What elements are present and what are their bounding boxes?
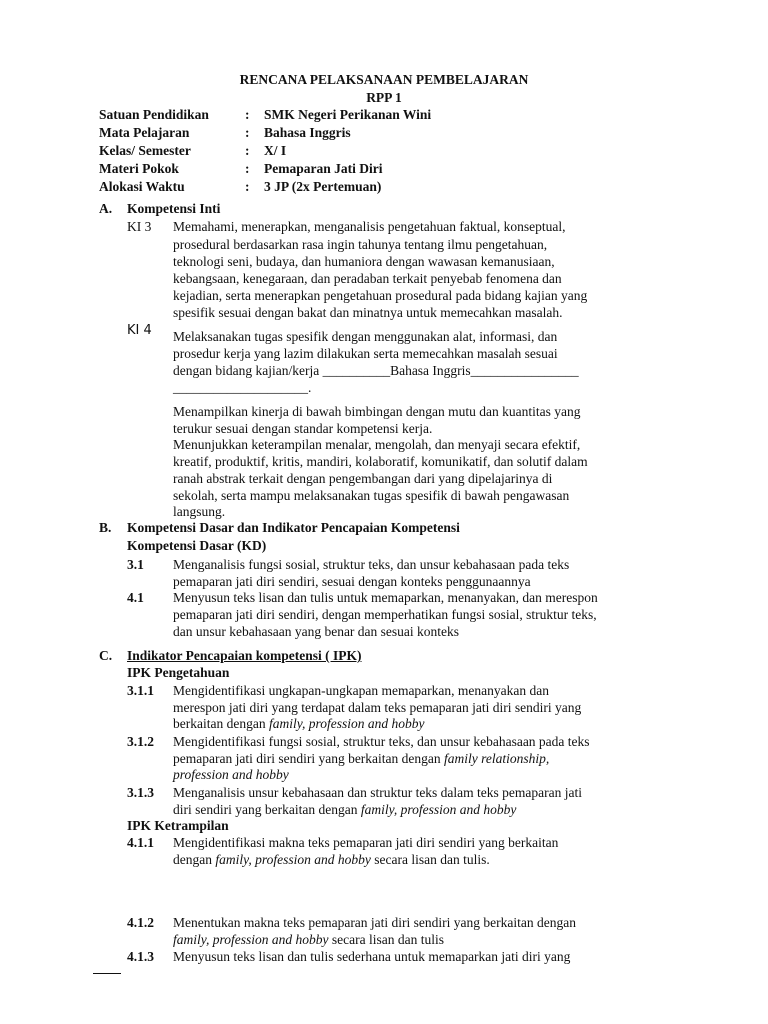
ipk-text: secara lisan dan tulis. [370,852,490,867]
ki4-more-line: kreatif, produktif, kritis, mandiri, kolaboratif, komunikatif, dan solutif dalam [173,454,588,469]
ipk-text: berkaitan dengan [173,716,269,731]
ki4-line: prosedur kerja yang lazim dilakukan serta memecahkan masalah sesuai [173,346,558,361]
identity-value: Bahasa Inggris [264,125,351,140]
ipk-line: Mengidentifikasi makna teks pemaparan jati diri sendiri yang berkaitan [173,835,559,850]
ipk-text: diri sendiri yang berkaitan dengan [173,802,361,817]
ki3-line: prosedural berdasarkan rasa ingin tahunya tentang ilmu pengetahuan, [173,237,548,252]
ipk-text: secara lisan dan tulis [328,932,444,947]
kd-line: pemaparan jati diri sendiri, dengan memperhatikan fungsi sosial, struktur teks, [173,607,597,622]
ipk-italic-text: family, profession and hobby [215,852,371,867]
kd-line: pemaparan jati diri sendiri, sesuai dengan konteks penggunaannya [173,574,531,589]
ipk-ketrampilan-heading: IPK Ketrampilan [127,818,229,833]
ipk-line: merespon jati diri yang terdapat dalam teks pemaparan jati diri sendiri yang [173,700,582,715]
ipk-line [173,851,490,869]
ipk-line: Mengidentifikasi fungsi sosial, struktur teks, dan unsur kebahasaan pada teks [173,734,590,749]
identity-value: SMK Negeri Perikanan Wini [264,107,432,122]
ipk-number: 3.1.1 [127,683,154,698]
ki4-line: Melaksanakan tugas spesifik dengan menggunakan alat, informasi, dan [173,329,558,344]
identity-label: Kelas/ Semester [99,143,191,158]
ki3-line: kejadian, serta menerapkan pengetahuan prosedural pada bidang kajian yang [173,288,588,303]
kd-number: 3.1 [127,557,144,572]
ki4-more-line: Menunjukkan keterampilan menalar, mengolah, dan menyaji secara efektif, [173,437,581,452]
identity-label: Mata Pelajaran [99,125,190,140]
kd-number: 4.1 [127,590,144,605]
identity-separator: : [245,107,250,122]
kd-line: Menganalisis fungsi sosial, struktur teks, dan unsur kebahasaan pada teks [173,557,570,572]
ki4-line: ____________________. [173,380,312,395]
identity-separator: : [245,143,250,158]
section-b-letter: B. [99,520,112,535]
ipk-italic-text: family, profession and hobby [173,932,329,947]
ipk-number: 3.1.3 [127,785,154,800]
ki3-line: kebangsaan, kenegaraan, dan peradaban terkait penyebab fenomena dan [173,271,562,286]
identity-separator: : [245,161,250,176]
section-c-letter: C. [99,648,113,663]
ipk-line: Menyusun teks lisan dan tulis sederhana untuk memaparkan jati diri yang [173,949,571,964]
ki4-more-line: Menampilkan kinerja di bawah bimbingan dengan mutu dan kuantitas yang [173,404,581,419]
section-a-heading: Kompetensi Inti [127,201,221,216]
ipk-number: 4.1.2 [127,915,154,930]
kd-line: dan unsur kebahasaan yang benar dan sesuai konteks [173,624,460,639]
ki4-label: KI 4 [127,323,152,338]
ki4-line: dengan bidang kajian/kerja __________Bahasa Inggris________________ [173,363,579,378]
ki4-more-line: ranah abstrak terkait dengan pengembangan dari yang dipelajarinya di [173,471,553,486]
ipk-italic-text: family relationship, [444,751,550,766]
ipk-number: 4.1.3 [127,949,154,964]
ki4-more-line: sekolah, serta mampu melaksanakan tugas spesifik di bawah pengawasan [173,488,570,503]
identity-value: Pemaparan Jati Diri [264,161,383,176]
identity-separator: : [245,125,250,140]
section-b-heading: Kompetensi Dasar dan Indikator Pencapaian Kompetensi [127,520,460,535]
identity-separator: : [245,179,250,194]
ipk-pengetahuan-heading: IPK Pengetahuan [127,665,230,680]
identity-value: X/ I [264,143,287,158]
identity-label: Materi Pokok [99,161,179,176]
ipk-number: 3.1.2 [127,734,154,749]
ki4-more-line: langsung. [173,504,226,519]
ipk-line: profession and hobby [173,767,289,782]
ki3-line: teknologi seni, budaya, dan humaniora dengan wawasan kemanusiaan, [173,254,555,269]
section-c-heading: Indikator Pencapaian kompetensi ( IPK) [127,648,362,663]
identity-label: Alokasi Waktu [99,179,185,194]
ki3-line: Memahami, menerapkan, menganalisis pengetahuan faktual, konseptual, [173,219,566,234]
kd-line: Menyusun teks lisan dan tulis untuk memaparkan, menanyakan, dan merespon [173,590,598,605]
ipk-line: Mengidentifikasi ungkapan-ungkapan memaparkan, menanyakan dan [173,683,549,698]
ipk-line: Menentukan makna teks pemaparan jati diri sendiri yang berkaitan dengan [173,915,576,930]
ipk-text: pemaparan jati diri sendiri yang berkaitan dengan [173,751,445,766]
ipk-line: Menganalisis unsur kebahasaan dan struktur teks dalam teks pemaparan jati [173,785,583,800]
ki4-more-line: terukur sesuai dengan standar kompetensi kerja. [173,421,433,436]
document-subtitle: RPP 1 [366,90,402,105]
ki3-line: spesifik sesuai dengan bakat dan minatnya untuk memecahkan masalah. [173,305,563,320]
ipk-text: dengan [173,852,216,867]
ipk-line [173,931,444,949]
ki3-label: KI 3 [127,219,152,234]
kd-subheading: Kompetensi Dasar (KD) [127,538,267,553]
ipk-italic-text: family, profession and hobby [360,802,517,817]
ipk-italic-text: family, profession and hobby [268,716,425,731]
identity-value: 3 JP (2x Pertemuan) [264,179,382,194]
ipk-number: 4.1.1 [127,835,154,850]
ipk-line [173,715,424,733]
footnote-separator [93,973,121,974]
identity-label: Satuan Pendidikan [99,107,209,122]
section-a-letter: A. [99,201,113,216]
document-title: RENCANA PELAKSANAAN PEMBELAJARAN [239,72,529,87]
